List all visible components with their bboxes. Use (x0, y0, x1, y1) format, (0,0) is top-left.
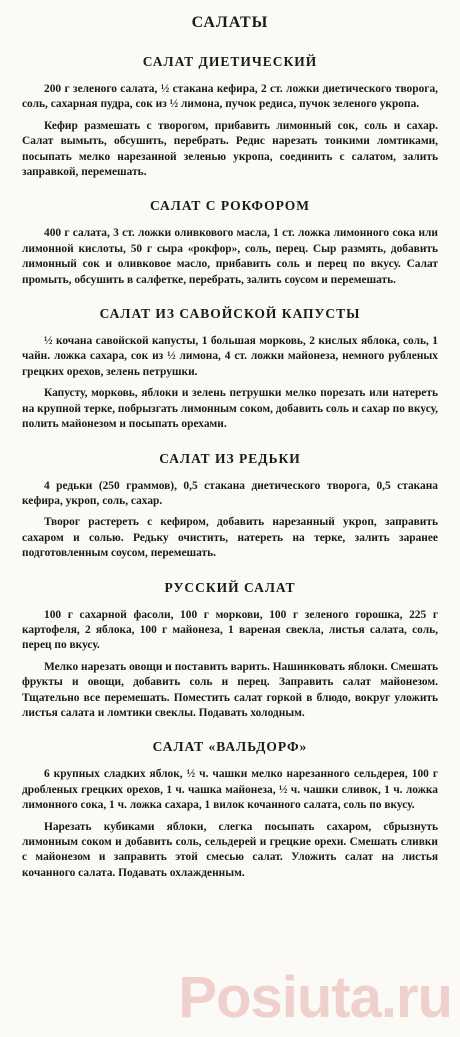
recipe-title: САЛАТ ИЗ РЕДЬКИ (159, 450, 301, 466)
instructions-paragraph: Творог растереть с кефиром, добавить нарезанный укроп, заправить сахаром и солью. Редьку очистить, натереть на терке, залить заранее подготовленным соусом, перемешать. (22, 516, 438, 560)
recipe-dietary-salad (22, 54, 438, 180)
instructions-paragraph: Нарезать кубиками яблоки, слегка посыпать сахаром, сбрызнуть лимонным соком и добавить соль, сельдерей и грецкие орехи. Смешать сливки с майонезом и заправить этой смесью салат. Уложить салат на листья кочанного салата. Подавать охлажденным. (22, 820, 438, 879)
recipe-title: РУССКИЙ САЛАТ (164, 579, 296, 595)
ingredients-paragraph: ½ кочана савойской капусты, 1 большая морковь, 2 кислых яблока, соль, 1 чайн. ложка сахара, сок из ½ лимона, 4 ст. ложки майонеза, немного рубленых грецких орехов, зелень петрушки. (22, 335, 438, 378)
recipe-savoy-cabbage-salad (22, 306, 438, 432)
recipe-title: САЛАТ ДИЕТИЧЕСКИЙ (142, 54, 318, 69)
instructions-paragraph: Кефир размешать с творогом, прибавить лимонный сок, соль и сахар. Салат вымыть, обсушить, перебрать. Редис нарезать тонкими ломтиками, посыпать мелко нарезанной зеленью укропа, соединить с салатом, залить заправкой, перемешать. (22, 119, 438, 179)
ingredients-paragraph: 200 г зеленого салата, ½ стакана кефира, 2 ст. ложки диетического творога, соль, сахарная пудра, сок из ½ лимона, пучок редиса, пучок зеленого укропа. (22, 83, 438, 111)
site-watermark: Posiuta.ru (178, 965, 452, 1030)
ingredients-paragraph: 6 крупных сладких яблок, ½ ч. чашки мелко нарезанного сельдерея, 100 г дробленых грецких орехов, 1 ч. чашка майонеза, ½ ч. чашки сливок, 1 ч. ложка лимонного сока, 1 ч. ложка сахара, 1 вилок кочанного салата, соль по вкусу. (22, 768, 438, 812)
recipe-radish-salad (22, 451, 438, 562)
ingredients-paragraph: 4 редьки (250 граммов), 0,5 стакана диетического творога, 0,5 стакана кефира, укроп, соль, сахар. (22, 479, 438, 507)
instructions-paragraph: Капусту, морковь, яблоки и зелень петрушки мелко порезать или натереть на крупной терке, побрызгать лимонным соком, добавить соль и сахар по вкусу, полить майонезом и посыпать орехами. (22, 387, 438, 431)
recipe-paragraph: 400 г салата, 3 ст. ложки оливкового масла, 1 ст. ложка лимонного сока или лимонной кислоты, 50 г сыра «рокфор», соль, перец. Сыр размять, добавить лимонный сок и оливковое масло, прибавить соль и перец по вкусу. Салат промыть, обсушить в салфетке, перебрать, залить соусом и перемешать. (22, 227, 438, 286)
recipe-russian-salad (22, 580, 438, 722)
recipe-title: САЛАТ ИЗ САВОЙСКОЙ КАПУСТЫ (99, 306, 361, 322)
recipe-title: САЛАТ С РОКФОРОМ (149, 198, 311, 214)
ingredients-paragraph: 100 г сахарной фасоли, 100 г моркови, 100 г зеленого горошка, 225 г картофеля, 2 яблока, 100 г майонеза, 1 вареная свекла, листья салата, соль, перец по вкусу. (22, 608, 438, 652)
page-title: САЛАТЫ (191, 14, 269, 31)
recipe-roquefort-salad (22, 198, 438, 288)
instructions-paragraph: Мелко нарезать овощи и поставить варить. Нашинковать яблоки. Смешать фрукты и овощи, добавить соль и перец. Заправить салат майонезом. Тщательно все перемешать. Поместить салат горкой в блюдо, вокруг уложить листья салата и ломтики свеклы. Подавать холодным. (22, 660, 438, 719)
recipe-waldorf-salad (22, 739, 438, 881)
recipe-title: САЛАТ «ВАЛЬДОРФ» (152, 739, 308, 755)
